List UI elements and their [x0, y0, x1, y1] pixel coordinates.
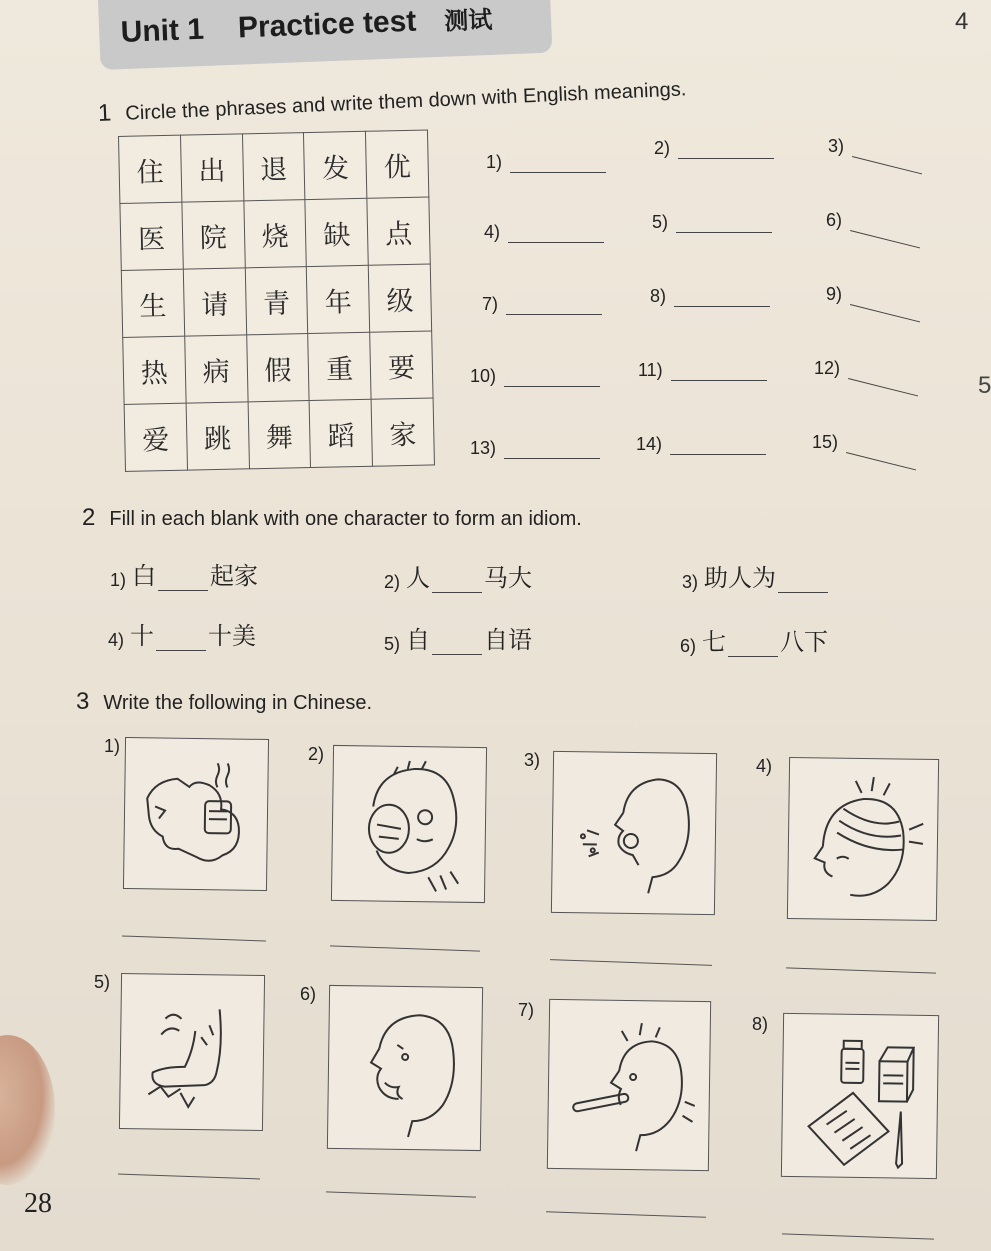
picture-label-1: 1) [104, 736, 121, 756]
picture-label-5: 5) [94, 972, 111, 992]
picture-label-3: 3) [524, 750, 541, 770]
grid-cell[interactable]: 爱 [124, 403, 187, 471]
grid-cell[interactable]: 出 [180, 134, 243, 202]
answer-line-5[interactable]: 5) [652, 212, 772, 233]
answer-line-11[interactable]: 11) [638, 360, 767, 381]
grid-cell[interactable]: 热 [123, 336, 186, 404]
idiom-item-1[interactable]: 1) 白 起家 [110, 562, 259, 590]
grid-cell[interactable]: 发 [304, 131, 367, 199]
right-edge-mark: 5 [978, 372, 991, 399]
idiom-item-2[interactable]: 2) 人 马大 [384, 564, 533, 592]
picture-label-6: 6) [300, 984, 317, 1004]
page-number: 28 [24, 1188, 52, 1219]
grid-cell[interactable]: 级 [368, 264, 431, 332]
grid-cell[interactable]: 年 [307, 265, 370, 333]
section3-number: 3 [76, 688, 90, 715]
coughing-icon [551, 751, 717, 915]
grid-cell[interactable]: 重 [308, 332, 371, 400]
toothache-icon [327, 985, 483, 1151]
finger-shadow [0, 1035, 55, 1185]
grid-cell[interactable]: 病 [185, 335, 248, 403]
answer-line-8[interactable]: 8) [650, 286, 770, 307]
grid-cell[interactable]: 请 [183, 268, 246, 336]
grid-cell[interactable]: 优 [366, 130, 429, 198]
corner-number: 4 [955, 8, 969, 35]
medicine-prescription-icon [781, 1013, 939, 1179]
grid-cell[interactable]: 青 [245, 267, 308, 335]
picture-label-2: 2) [308, 744, 325, 764]
section1-instruction: Circle the phrases and write them down with English meanings. [124, 78, 687, 125]
grid-cell[interactable]: 缺 [305, 198, 368, 266]
grid-cell[interactable]: 假 [246, 334, 309, 402]
answer-line-14[interactable]: 14) [636, 434, 766, 455]
grid-cell[interactable]: 蹈 [309, 399, 372, 467]
section2-heading [82, 504, 582, 532]
answer-line-12[interactable]: 12) [814, 358, 920, 379]
answer-line-4[interactable]: 4) [484, 222, 604, 243]
picture-answer-line-1[interactable] [122, 935, 266, 941]
thermometer-fever-icon [547, 999, 711, 1171]
picture-answer-line-7[interactable] [546, 1211, 706, 1218]
idiom-item-3[interactable]: 3) 助人为 [682, 558, 830, 593]
picture-answer-line-8[interactable] [782, 1233, 934, 1239]
hot-water-bottle-icon [123, 737, 269, 891]
section1-heading [97, 74, 686, 128]
grid-cell[interactable]: 退 [242, 133, 305, 201]
unit-label: Unit 1 [120, 12, 205, 49]
picture-answer-line-6[interactable] [326, 1191, 476, 1197]
answer-line-9[interactable]: 9) [826, 284, 922, 305]
answer-line-6[interactable]: 6) [826, 210, 922, 231]
picture-answer-line-3[interactable] [550, 959, 712, 966]
grid-cell[interactable]: 舞 [248, 401, 311, 469]
section2-instruction: Fill in each blank with one character to form an idiom. [109, 508, 582, 530]
section2-number: 2 [82, 504, 96, 531]
section1-number: 1 [97, 99, 112, 127]
grid-cell[interactable]: 生 [121, 269, 184, 337]
section3-heading [76, 688, 372, 716]
page-title: Practice test [237, 4, 417, 45]
answer-line-7[interactable]: 7) [482, 294, 602, 315]
leg-injury-icon [119, 973, 265, 1131]
grid-cell[interactable]: 要 [370, 331, 433, 399]
answer-line-13[interactable]: 13) [470, 438, 600, 459]
grid-cell[interactable]: 跳 [186, 402, 249, 470]
answer-line-2[interactable]: 2) [654, 138, 774, 159]
grid-cell[interactable]: 家 [371, 398, 434, 466]
grid-cell[interactable]: 点 [367, 197, 430, 265]
grid-cell[interactable]: 住 [119, 135, 182, 203]
grid-cell[interactable]: 烧 [243, 200, 306, 268]
answer-line-15[interactable]: 15) [812, 432, 918, 453]
title-chinese: 测试 [443, 5, 493, 36]
grid-cell[interactable]: 院 [182, 201, 245, 269]
answer-line-1[interactable]: 1) [486, 152, 606, 173]
section3-instruction: Write the following in Chinese. [103, 692, 373, 714]
answer-line-3[interactable]: 3) [828, 136, 924, 157]
answer-line-10[interactable]: 10) [470, 366, 600, 387]
idiom-item-5[interactable]: 5) 自 自语 [384, 626, 533, 654]
grid-cell[interactable]: 医 [120, 202, 183, 270]
picture-answer-line-5[interactable] [118, 1174, 260, 1180]
headache-icon [787, 757, 939, 921]
picture-answer-line-4[interactable] [786, 967, 936, 973]
character-grid [118, 130, 435, 466]
picture-label-7: 7) [518, 1000, 535, 1020]
idiom-item-6[interactable]: 6) 七 八下 [680, 628, 829, 656]
picture-answer-line-2[interactable] [330, 945, 480, 951]
picture-label-8: 8) [752, 1014, 769, 1034]
sore-throat-icon [331, 745, 487, 903]
picture-label-4: 4) [756, 756, 773, 776]
idiom-item-4[interactable]: 4) 十 十美 [108, 622, 257, 650]
